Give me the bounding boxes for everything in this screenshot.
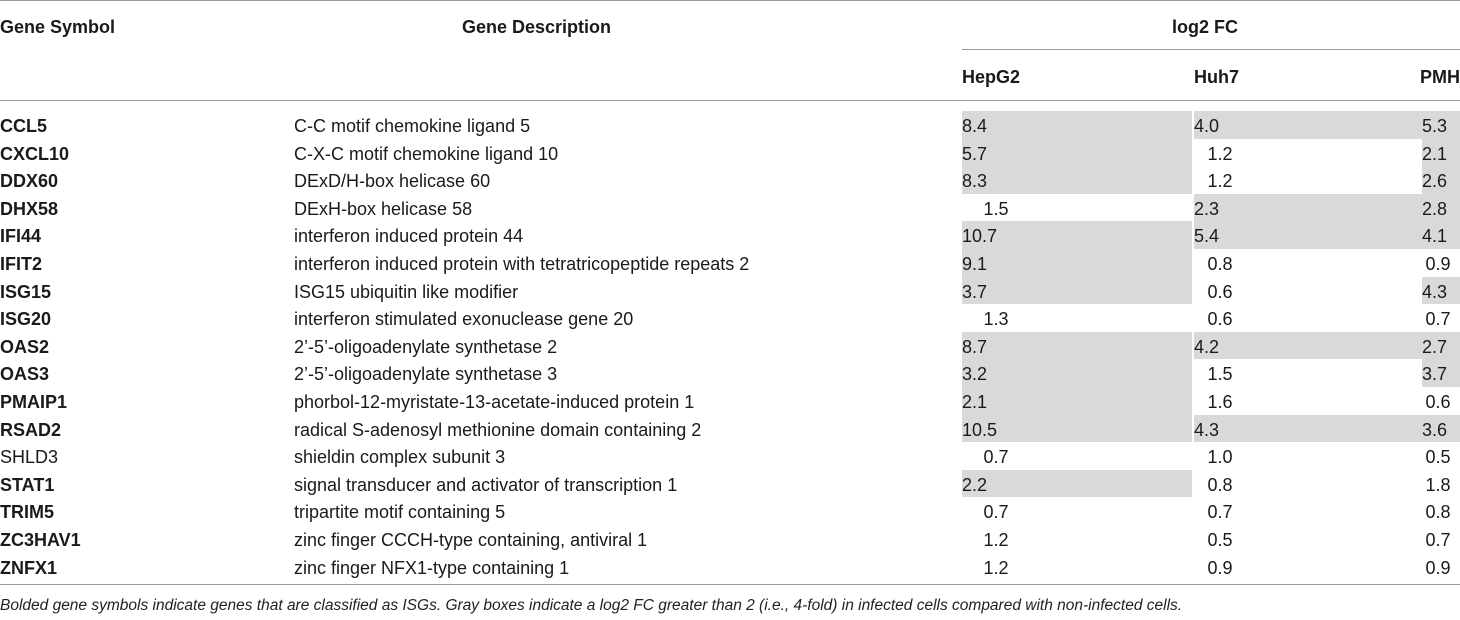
table-row <box>0 194 1460 222</box>
gene-description-cell: C-X-C motif chemokine ligand 10 <box>294 143 559 164</box>
gene-description-cell: zinc finger NFX1-type containing 1 <box>294 557 570 578</box>
gene-description-cell: DExD/H-box helicase 60 <box>294 171 491 192</box>
gene-symbol-cell: IFI44 <box>0 226 42 247</box>
huh7-log2fc-cell: 0.8 <box>1207 254 1233 274</box>
pmh-log2fc-cell: 2.8 <box>1422 194 1460 222</box>
hepg2-log2fc-cell: 0.7 <box>983 447 1009 468</box>
pmh-log2fc-cell: 0.6 <box>1425 392 1451 412</box>
table-row <box>0 359 1460 387</box>
log2fc-group-rule <box>962 49 1460 50</box>
hepg2-log2fc-cell: 2.1 <box>962 387 1192 415</box>
gene-symbol-cell: DDX60 <box>0 171 59 192</box>
huh7-log2fc-cell: 1.2 <box>1207 171 1233 192</box>
table-bottom-rule <box>0 584 1460 585</box>
header-gene-symbol: Gene Symbol <box>0 17 116 37</box>
gene-description-cell: 2’-5’-oligoadenylate synthetase 3 <box>294 364 558 385</box>
gene-symbol-cell: ZC3HAV1 <box>0 530 81 550</box>
table-row <box>0 553 1460 581</box>
gene-symbol-cell: DHX58 <box>0 198 59 219</box>
huh7-log2fc-cell: 0.7 <box>1207 502 1233 523</box>
hepg2-log2fc-cell: 10.7 <box>962 221 1192 249</box>
gene-symbol-cell: STAT1 <box>0 474 55 495</box>
hepg2-log2fc-cell: 8.7 <box>962 332 1192 360</box>
hepg2-log2fc-cell: 8.3 <box>962 166 1192 194</box>
gene-description-cell: DExH-box helicase 58 <box>294 198 473 219</box>
pmh-log2fc-cell: 3.7 <box>1422 359 1460 387</box>
huh7-log2fc-cell: 2.3 <box>1194 194 1422 222</box>
gene-symbol-cell: ISG15 <box>0 281 52 302</box>
header-pmh: PMH <box>1420 67 1460 87</box>
header-huh7: Huh7 <box>1194 67 1239 87</box>
gene-description-cell: tripartite motif containing 5 <box>294 502 506 523</box>
huh7-log2fc-cell: 0.8 <box>1207 474 1233 495</box>
gene-symbol-cell: OAS3 <box>0 364 50 385</box>
table-row <box>0 497 1460 525</box>
gene-symbol-cell: SHLD3 <box>0 447 59 468</box>
gene-description-cell: radical S-adenosyl methionine domain containing 2 <box>294 419 702 440</box>
gene-description-cell: interferon stimulated exonuclease gene 20 <box>294 309 634 330</box>
table-row <box>0 332 1460 360</box>
huh7-log2fc-cell: 1.2 <box>1207 143 1233 164</box>
table-row <box>0 139 1460 167</box>
table-footnote: Bolded gene symbols indicate genes that are classified as ISGs. Gray boxes indicate a log2 FC greater than 2 (i.e., 4-fold) in infected cells compared with non-infected cells. <box>0 597 1183 614</box>
gene-description-cell: shieldin complex subunit 3 <box>294 447 506 468</box>
pmh-log2fc-cell: 2.7 <box>1422 332 1460 360</box>
hepg2-log2fc-cell: 2.2 <box>962 470 1192 498</box>
table-row <box>0 525 1460 553</box>
gene-description-cell: interferon induced protein with tetratricopeptide repeats 2 <box>294 254 750 274</box>
pmh-log2fc-cell: 0.9 <box>1425 254 1451 274</box>
hepg2-log2fc-cell: 5.7 <box>962 139 1192 167</box>
huh7-log2fc-cell: 4.0 <box>1194 111 1422 139</box>
gene-description-cell: interferon induced protein 44 <box>294 226 524 247</box>
gene-description-cell: zinc finger CCCH-type containing, antiviral 1 <box>294 530 648 550</box>
huh7-log2fc-cell: 0.9 <box>1207 557 1233 578</box>
pmh-log2fc-cell: 3.6 <box>1422 415 1460 443</box>
table-row <box>0 304 1460 332</box>
pmh-log2fc-cell: 0.8 <box>1425 502 1451 523</box>
hepg2-log2fc-cell: 0.7 <box>983 502 1009 523</box>
huh7-log2fc-cell: 0.5 <box>1207 530 1233 550</box>
pmh-log2fc-cell: 4.3 <box>1422 277 1460 305</box>
huh7-log2fc-cell: 0.6 <box>1207 309 1233 330</box>
pmh-log2fc-cell: 0.5 <box>1425 447 1451 468</box>
pmh-log2fc-cell: 2.6 <box>1422 166 1460 194</box>
pmh-log2fc-cell: 0.7 <box>1425 309 1451 330</box>
table-row <box>0 387 1460 415</box>
hepg2-log2fc-cell: 1.3 <box>983 309 1009 330</box>
table-row <box>0 166 1460 194</box>
header-bottom-rule <box>0 100 1460 101</box>
pmh-log2fc-cell: 0.7 <box>1425 530 1451 550</box>
pmh-log2fc-cell: 2.1 <box>1422 139 1460 167</box>
hepg2-log2fc-cell: 1.5 <box>983 198 1009 219</box>
table-row <box>0 277 1460 305</box>
header-hepg2: HepG2 <box>962 67 1021 87</box>
gene-symbol-cell: OAS2 <box>0 336 50 357</box>
gene-symbol-cell: TRIM5 <box>0 502 54 523</box>
huh7-log2fc-cell: 0.6 <box>1207 281 1233 302</box>
table-row <box>0 415 1460 443</box>
huh7-log2fc-cell: 1.0 <box>1207 447 1233 468</box>
hepg2-log2fc-cell: 8.4 <box>962 111 1192 139</box>
huh7-log2fc-cell: 1.5 <box>1207 364 1233 385</box>
huh7-log2fc-cell: 1.6 <box>1207 392 1233 412</box>
gene-description-cell: signal transducer and activator of transcription 1 <box>294 474 678 495</box>
hepg2-log2fc-cell: 9.1 <box>962 249 1192 277</box>
gene-symbol-cell: IFIT2 <box>0 254 43 274</box>
gene-symbol-cell: PMAIP1 <box>0 392 68 412</box>
pmh-log2fc-cell: 1.8 <box>1425 474 1451 495</box>
table-row <box>0 442 1460 470</box>
table-row <box>0 249 1460 277</box>
pmh-log2fc-cell: 4.1 <box>1422 221 1460 249</box>
pmh-log2fc-cell: 0.9 <box>1425 557 1451 578</box>
gene-symbol-cell: CCL5 <box>0 116 48 136</box>
gene-symbol-cell: ISG20 <box>0 309 52 330</box>
huh7-log2fc-cell: 5.4 <box>1194 221 1422 249</box>
gene-symbol-cell: ZNFX1 <box>0 557 58 578</box>
gene-symbol-cell: RSAD2 <box>0 419 62 440</box>
hepg2-log2fc-cell: 1.2 <box>983 530 1009 550</box>
gene-description-cell: ISG15 ubiquitin like modifier <box>294 281 519 302</box>
header-log2fc: log2 FC <box>1172 17 1238 37</box>
hepg2-log2fc-cell: 3.7 <box>962 277 1192 305</box>
gene-description-cell: phorbol-12-myristate-13-acetate-induced protein 1 <box>294 392 695 412</box>
hepg2-log2fc-cell: 10.5 <box>962 415 1192 443</box>
header-gene-description: Gene Description <box>462 17 612 37</box>
pmh-log2fc-cell: 5.3 <box>1422 111 1460 139</box>
table-row <box>0 111 1460 139</box>
hepg2-log2fc-cell: 1.2 <box>983 557 1009 578</box>
gene-description-cell: 2’-5’-oligoadenylate synthetase 2 <box>294 336 558 357</box>
gene-description-cell: C-C motif chemokine ligand 5 <box>294 116 531 136</box>
gene-symbol-cell: CXCL10 <box>0 143 70 164</box>
table-top-rule <box>0 0 1460 1</box>
huh7-log2fc-cell: 4.2 <box>1194 332 1422 360</box>
table-row <box>0 221 1460 249</box>
hepg2-log2fc-cell: 3.2 <box>962 359 1192 387</box>
huh7-log2fc-cell: 4.3 <box>1194 415 1422 443</box>
table-row <box>0 470 1460 498</box>
